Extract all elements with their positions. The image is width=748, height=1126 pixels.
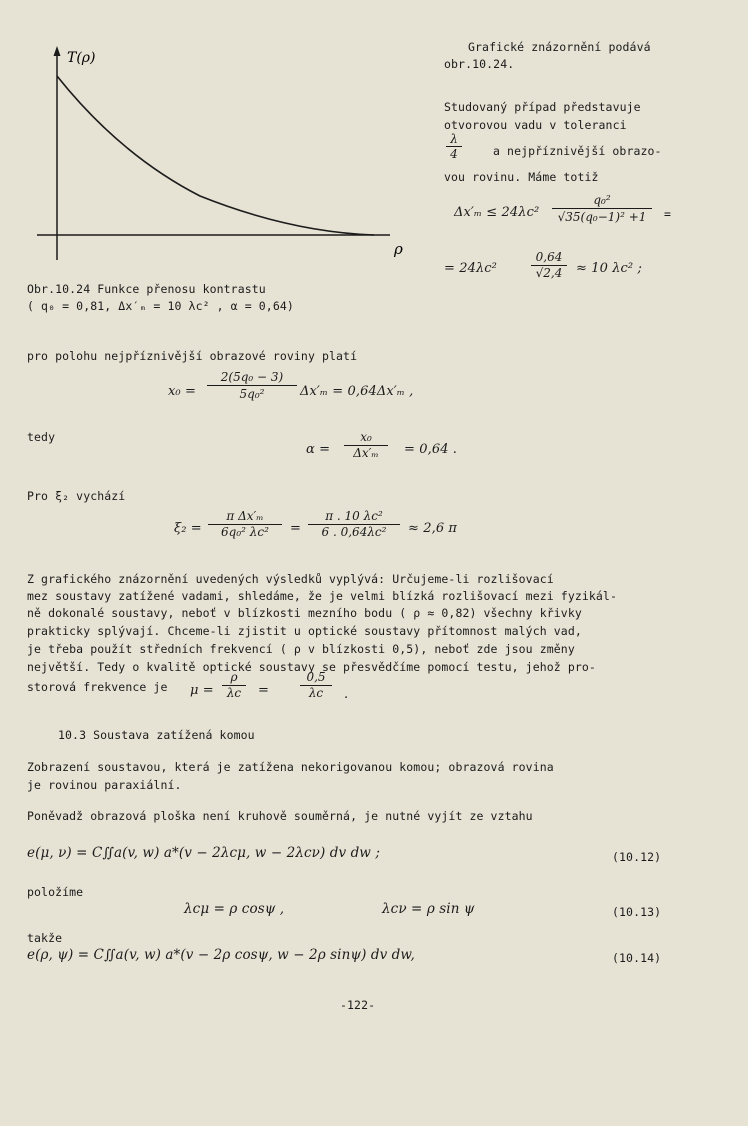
equation-10-12: e(μ, ν) = C∬a(v, w) a*(v − 2λcμ, w − 2λcν) dv dw ;: [27, 845, 381, 861]
equation-10-14: e(ρ, ψ) = C∬a(v, w) a*(v − 2ρ cosψ, w − 2ρ sinψ) dv dw,: [27, 947, 415, 963]
paragraph-line: storová frekvence je: [27, 680, 168, 694]
word-polozime: položíme: [27, 885, 84, 899]
eq2-lhs: = 24λc²: [444, 261, 497, 276]
paragraph-optimal-plane: pro polohu nejpříznivější obrazové roviny platí: [27, 349, 358, 363]
transfer-curve: [57, 76, 374, 235]
equation-10-13a: λcμ = ρ cosψ ,: [184, 901, 285, 917]
paragraph-line: mez soustavy zatížené vadami, shledáme, že je velmi blízká rozlišovací mezi fyzikál-: [27, 589, 617, 603]
word-tedy: tedy: [27, 430, 56, 444]
eq5-fraction2: π . 10 λc² 6 . 0,64λc²: [308, 510, 400, 539]
lambda-quarter-fraction: λ 4: [446, 133, 462, 160]
paragraph-line: je třeba použít středních frekvencí ( ρ v blízkosti 0,5), neboť zde jsou změny: [27, 642, 575, 656]
right-line6: vou rovinu. Máme totiž: [444, 170, 599, 184]
eq4-lhs: α =: [306, 442, 331, 457]
right-line4: otvorovou vadu v toleranci: [444, 118, 627, 132]
eq2-fraction: 0,64 √2,4: [531, 251, 567, 280]
paragraph-coma-line2: je rovinou paraxiální.: [27, 778, 182, 792]
word-takze: takže: [27, 931, 63, 945]
eq4-rhs: = 0,64 .: [404, 442, 458, 457]
eq5-rhs: ≈ 2,6 π: [408, 521, 458, 536]
y-axis-label: T(ρ): [67, 50, 96, 66]
page-number: -122-: [340, 998, 376, 1012]
paragraph-symmetry: Poněvadž obrazová ploška není kruhově souměrná, je nutné vyjít ze vztahu: [27, 809, 533, 823]
x-axis-label: ρ: [394, 240, 403, 258]
paragraph-line: prakticky splývají. Chceme-li zjistit u optické soustavy přítomnost malých vad,: [27, 624, 582, 638]
y-axis-arrow: [54, 46, 61, 56]
right-line5: a nejpříznivější obrazo-: [493, 144, 662, 158]
eq1-equals: =: [664, 207, 672, 221]
right-line2: obr.10.24.: [444, 57, 515, 71]
paragraph-coma-line1: Zobrazení soustavou, která je zatížena nekorigovanou komou; obrazová rovina: [27, 760, 554, 774]
paragraph-line: Z grafického znázornění uvedených výsledků vyplývá: Určujeme-li rozlišovací: [27, 572, 554, 586]
equation-number-10-13: (10.13): [612, 905, 662, 919]
contrast-transfer-graph: [0, 0, 420, 270]
paragraph-line: ně dokonalé soustavy, neboť v blízkosti mezního bodu ( ρ ≈ 0,82) všechny křivky: [27, 606, 582, 620]
eq3-fraction: 2(5q₀ − 3) 5q₀²: [207, 370, 297, 401]
mu-end: .: [344, 687, 349, 702]
right-line3: Studovaný případ představuje: [444, 100, 641, 114]
eq1-lhs: Δx′ₘ ≤ 24λc²: [454, 205, 540, 220]
eq5-fraction1: π Δx′ₘ 6q₀² λc²: [208, 510, 282, 539]
equation-number-10-12: (10.12): [612, 850, 662, 864]
eq2-rhs: ≈ 10 λc² ;: [576, 261, 642, 276]
eq4-fraction: x₀ Δx′ₘ: [344, 431, 388, 460]
equation-number-10-14: (10.14): [612, 951, 662, 965]
paragraph-line: největší. Tedy o kvalitě optické soustavy se přesvědčíme pomocí testu, jehož pro-: [27, 660, 596, 674]
equation-10-13b: λcν = ρ sin ψ: [382, 901, 475, 917]
figure-caption-line1: Obr.10.24 Funkce přenosu kontrastu: [27, 282, 266, 296]
figure-caption-line2: ( q₀ = 0,81, Δx′ₘ = 10 λc² , α = 0,64): [27, 299, 294, 313]
mu-equals: =: [258, 683, 269, 698]
eq3-rhs: Δx′ₘ = 0,64Δx′ₘ ,: [300, 384, 414, 399]
eq3-lhs: x₀ =: [168, 384, 196, 399]
section-heading: 10.3 Soustava zatížená komou: [58, 728, 255, 742]
eq5-lhs: ξ₂ =: [174, 521, 202, 536]
mu-fraction2: 0,5 λc: [300, 671, 332, 700]
right-line1: Grafické znázornění podává: [468, 40, 651, 54]
eq5-equals: =: [290, 521, 301, 536]
paragraph-xi2: Pro ξ₂ vychází: [27, 489, 126, 503]
mu-lhs: μ =: [190, 683, 214, 698]
mu-fraction1: ρ λc: [222, 671, 246, 700]
eq1-fraction: q₀² √35(q₀−1)² +1: [552, 193, 652, 224]
